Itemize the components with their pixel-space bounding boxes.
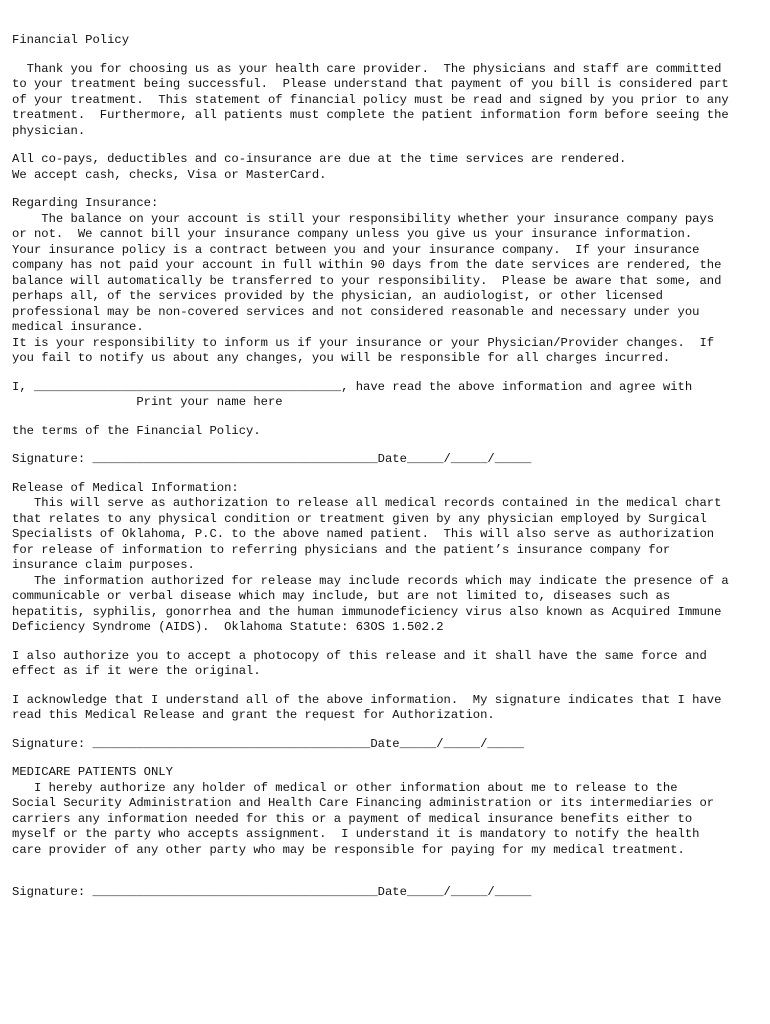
text-line: Social Security Administration and Health Care Financing administration or its intermediaries or [12, 796, 715, 810]
text-line: effect as if it were the original. [12, 664, 261, 678]
insurance-section [12, 196, 760, 367]
terms-line: the terms of the Financial Policy. [12, 423, 261, 438]
text-line: medical insurance. [12, 320, 144, 334]
acknowledgement-block [12, 380, 760, 440]
release-section [12, 481, 760, 636]
text-line: Thank you for choosing us as your health care provider. The physicians and staff are committed [12, 61, 722, 76]
understand-paragraph [12, 693, 760, 724]
section-heading: MEDICARE PATIENTS ONLY [12, 765, 173, 779]
print-name-hint: Print your name here [12, 395, 283, 409]
text-line: All co-pays, deductibles and co-insurance are due at the time services are rendered. [12, 152, 627, 166]
text-line: company has not paid your account in full within 90 days from the date services are rendered, the [12, 258, 722, 272]
text-line: insurance claim purposes. [12, 558, 195, 572]
section-heading: Regarding Insurance: [12, 196, 159, 210]
text-line: It is your responsibility to inform us if your insurance or your Physician/Provider changes. If [12, 335, 715, 350]
text-line: to your treatment being successful. Please understand that payment of you bill is considered part [12, 77, 729, 91]
text-line: of your treatment. This statement of financial policy must be read and signed by you prior to any [12, 92, 729, 107]
medicare-section [12, 765, 760, 858]
text-line: carriers any information needed for this or a payment of medical insurance benefits either to [12, 811, 693, 826]
text-line: that relates to any physical condition or treatment given by any physician employed by Surgical [12, 511, 707, 526]
text-line: communicable or verbal disease which may include, but are not limited to, diseases such as [12, 589, 671, 603]
document-title: Financial Policy [12, 33, 130, 47]
text-line: Your insurance policy is a contract between you and your insurance company. If your insurance [12, 242, 700, 257]
text-line: We accept cash, checks, Visa or MasterCard. [12, 167, 327, 182]
intro-paragraph [12, 62, 760, 140]
text-line: The balance on your account is still your responsibility whether your insurance company pays [12, 211, 715, 226]
text-line: physician. [12, 123, 86, 138]
text-line: or not. We cannot bill your insurance company unless you give us your insurance information. [12, 227, 693, 241]
text-line: you fail to notify us about any changes, you will be responsible for all charges incurred. [12, 351, 671, 365]
print-name-line[interactable]: I, __________________________________________, have read the above information and agree with [12, 379, 693, 394]
photocopy-paragraph [12, 649, 760, 680]
text-line: professional may be non-covered services and not considered reasonable and necessary under you [12, 304, 700, 319]
text-line: I acknowledge that I understand all of the above information. My signature indicates that I have [12, 692, 722, 707]
signature-line-release[interactable]: Signature: ______________________________________Date_____/_____/_____ [12, 736, 524, 751]
text-line: perhaps all, of the services provided by the physician, an audiologist, or other licensed [12, 289, 663, 303]
signature-line-medicare[interactable]: Signature: _______________________________________Date_____/_____/_____ [12, 885, 532, 899]
text-line: This will serve as authorization to release all medical records contained in the medical chart [12, 496, 722, 510]
text-line: for release of information to referring physicians and the patient’s insurance company for [12, 542, 671, 557]
signature-line-financial[interactable]: Signature: _______________________________________Date_____/_____/_____ [12, 452, 532, 466]
text-line: I hereby authorize any holder of medical or other information about me to release to the [12, 780, 678, 795]
text-line: I also authorize you to accept a photocopy of this release and it shall have the same force and [12, 648, 707, 663]
text-line: The information authorized for release may include records which may indicate the presence of a [12, 573, 729, 588]
text-line: read this Medical Release and grant the request for Authorization. [12, 708, 495, 722]
text-line: Specialists of Oklahoma, P.C. to the above named patient. This will also serve as authorization [12, 527, 715, 541]
text-line: Deficiency Syndrome (AIDS). Oklahoma Statute: 63OS 1.502.2 [12, 620, 444, 634]
text-line: balance will automatically be transferred to your responsibility. Please be aware that some, and [12, 273, 722, 288]
text-line: care provider of any other party who may be responsible for paying for my medical treatment. [12, 842, 685, 857]
text-line: myself or the party who accepts assignment. I understand it is mandatory to notify the health [12, 827, 700, 841]
payments-paragraph [12, 152, 760, 183]
text-line: hepatitis, syphilis, gonorrhea and the human immunodeficiency virus also known as Acquired Immune [12, 604, 722, 619]
text-line: treatment. Furthermore, all patients must complete the patient information form before seeing the [12, 108, 729, 122]
section-heading: Release of Medical Information: [12, 480, 239, 495]
